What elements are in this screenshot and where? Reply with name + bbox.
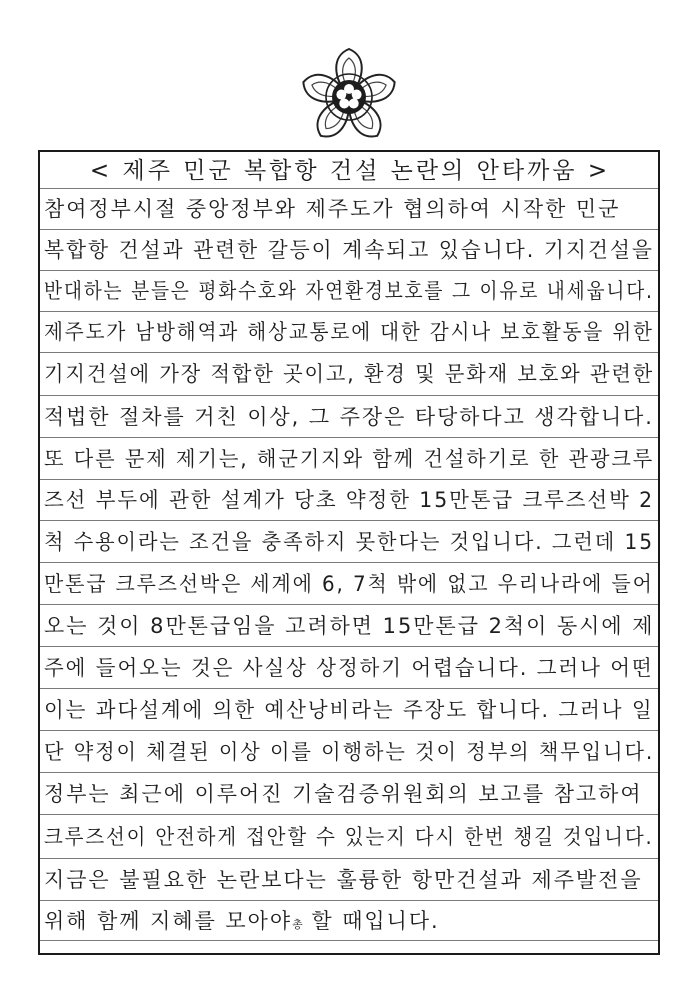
ruled-line [40, 814, 658, 815]
letter-line: 위해 함께 지혜를 모아야총 할 때입니다. [44, 909, 440, 933]
margin-note: 총 [292, 918, 303, 931]
letter-line: 만톤급 크루즈선박은 세계에 6, 7척 밖에 없고 우리나라에 들어 [44, 572, 654, 596]
letter-line: 또 다른 문제 제기는, 해군기지와 함께 건설하기로 한 관광크루 [44, 447, 655, 471]
ruled-line [40, 940, 658, 941]
letter-title: < 제주 민군 복합항 건설 논란의 안타까움 > [89, 158, 611, 184]
ruled-line [40, 479, 658, 480]
ruled-line [40, 730, 658, 731]
letter-line: 주에 들어오는 것은 사실상 상정하기 어렵습니다. 그러나 어떤 [44, 656, 654, 680]
ruled-line [40, 437, 658, 438]
letter-line: 오는 것이 8만톤급임을 고려하면 15만톤급 2척이 동시에 제 [44, 614, 655, 638]
letter-line: 즈선 부두에 관한 설계가 당초 약정한 15만톤급 크루즈선박 2 [44, 488, 655, 512]
ruled-line [40, 311, 658, 312]
letter-line: 정부는 최근에 이루어진 기술검증위원회의 보고를 참고하여 [44, 782, 643, 806]
ruled-line [40, 688, 658, 689]
letter-line: 지금은 불필요한 논란보다는 훌륭한 항만건설과 제주발전을 [44, 868, 643, 892]
ruled-line [40, 858, 658, 859]
letter-line: 단 약정이 체결된 이상 이를 이행하는 것이 정부의 책무입니다. [44, 740, 655, 764]
ruled-line [40, 520, 658, 521]
government-emblem-icon [296, 44, 402, 150]
letter-line: 이는 과다설계에 의한 예산낭비라는 주장도 합니다. 그러나 일 [44, 698, 654, 722]
ruled-line [40, 270, 658, 271]
letter-line: 제주도가 남방해역과 해상교통로에 대한 감시나 보호활동을 위한 [44, 320, 654, 344]
letter-line: 척 수용이라는 조건을 충족하지 못한다는 것입니다. 그런데 15 [44, 530, 654, 554]
ruled-line [40, 646, 658, 647]
emblem-flower-petal [352, 90, 362, 100]
ruled-line [40, 562, 658, 563]
emblem-flower-petal [336, 90, 346, 100]
letter-line: 복합항 건설과 관련한 갈등이 계속되고 있습니다. 기지건설을 [44, 238, 654, 262]
letter-line: 반대하는 분들은 평화수호와 자연환경보호를 그 이유로 내세웁니다. [44, 279, 654, 303]
ruled-line [40, 395, 658, 396]
letter-line: 참여정부시절 중앙정부와 제주도가 협의하여 시작한 민군 [44, 197, 621, 221]
ruled-line [40, 900, 658, 901]
emblem-flower-petal [339, 98, 349, 108]
letter-line: 기지건설에 가장 적합한 곳이고, 환경 및 문화재 보호와 관련한 [44, 362, 655, 386]
ruled-line [40, 352, 658, 353]
letter-line: 크루즈선이 안전하게 접안할 수 있는지 다시 한번 챙길 것입니다. [44, 825, 654, 849]
emblem-flower-petal [349, 98, 359, 108]
ruled-line [40, 604, 658, 605]
letter-line: 적법한 절차를 거친 이상, 그 주장은 타당하다고 생각합니다. [44, 405, 654, 429]
emblem-flower-center [346, 94, 352, 100]
ruled-line [40, 188, 658, 189]
ruled-line [40, 229, 658, 230]
ruled-line [40, 772, 658, 773]
